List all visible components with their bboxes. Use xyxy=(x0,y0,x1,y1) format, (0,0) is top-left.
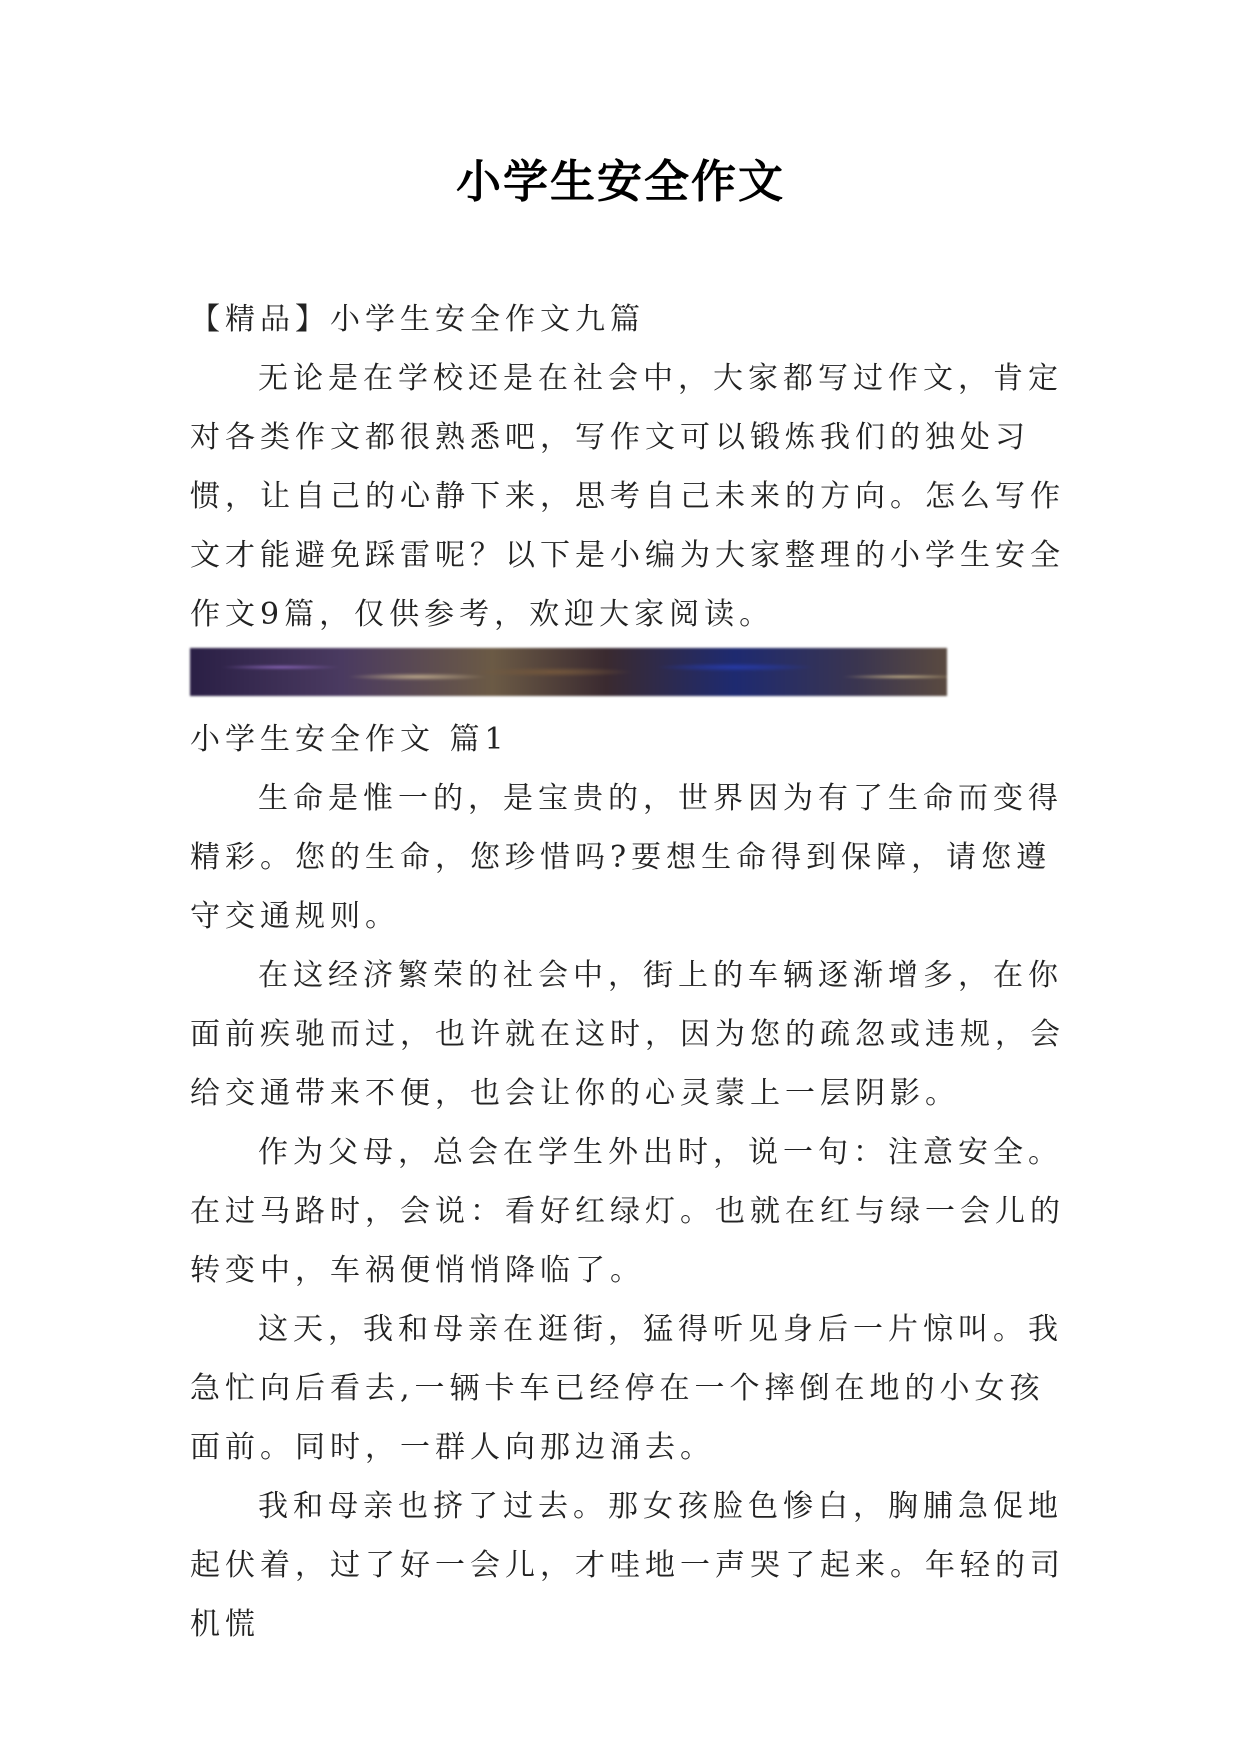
document-body xyxy=(190,290,1070,1654)
banner-image xyxy=(190,648,947,696)
intro-paragraph: 无论是在学校还是在社会中，大家都写过作文，肯定对各类作文都很熟悉吧，写作文可以锻炼我们的独处习惯，让自己的心静下来，思考自己未来的方向。怎么写作文才能避免踩雷呢？以下是小编为大家整理的小学生安全作文9篇，仅供参考，欢迎大家阅读。 xyxy=(190,361,1065,632)
section-heading: 小学生安全作文 篇1 xyxy=(190,722,509,757)
body-paragraph: 生命是惟一的，是宝贵的，世界因为有了生命而变得精彩。您的生命，您珍惜吗?要想生命得到保障，请您遵守交通规则。 xyxy=(190,781,1063,934)
body-paragraph: 这天，我和母亲在逛街，猛得听见身后一片惊叫。我急忙向后看去,一辆卡车已经停在一个摔倒在地的小女孩面前。同时，一群人向那边涌去。 xyxy=(190,1312,1063,1465)
document-title: 小学生安全作文 xyxy=(455,155,785,208)
document-subtitle: 【精品】小学生安全作文九篇 xyxy=(190,302,645,337)
body-paragraph: 在这经济繁荣的社会中，街上的车辆逐渐增多，在你面前疾驰而过，也许就在这时，因为您的疏忽或违规，会给交通带来不便，也会让你的心灵蒙上一层阴影。 xyxy=(190,958,1065,1111)
body-paragraph: 作为父母，总会在学生外出时，说一句：注意安全。在过马路时，会说：看好红绿灯。也就在红与绿一会儿的转变中，车祸便悄悄降临了。 xyxy=(190,1135,1065,1288)
body-paragraph: 我和母亲也挤了过去。那女孩脸色惨白，胸脯急促地起伏着，过了好一会儿，才哇地一声哭了起来。年轻的司机慌 xyxy=(190,1489,1065,1642)
